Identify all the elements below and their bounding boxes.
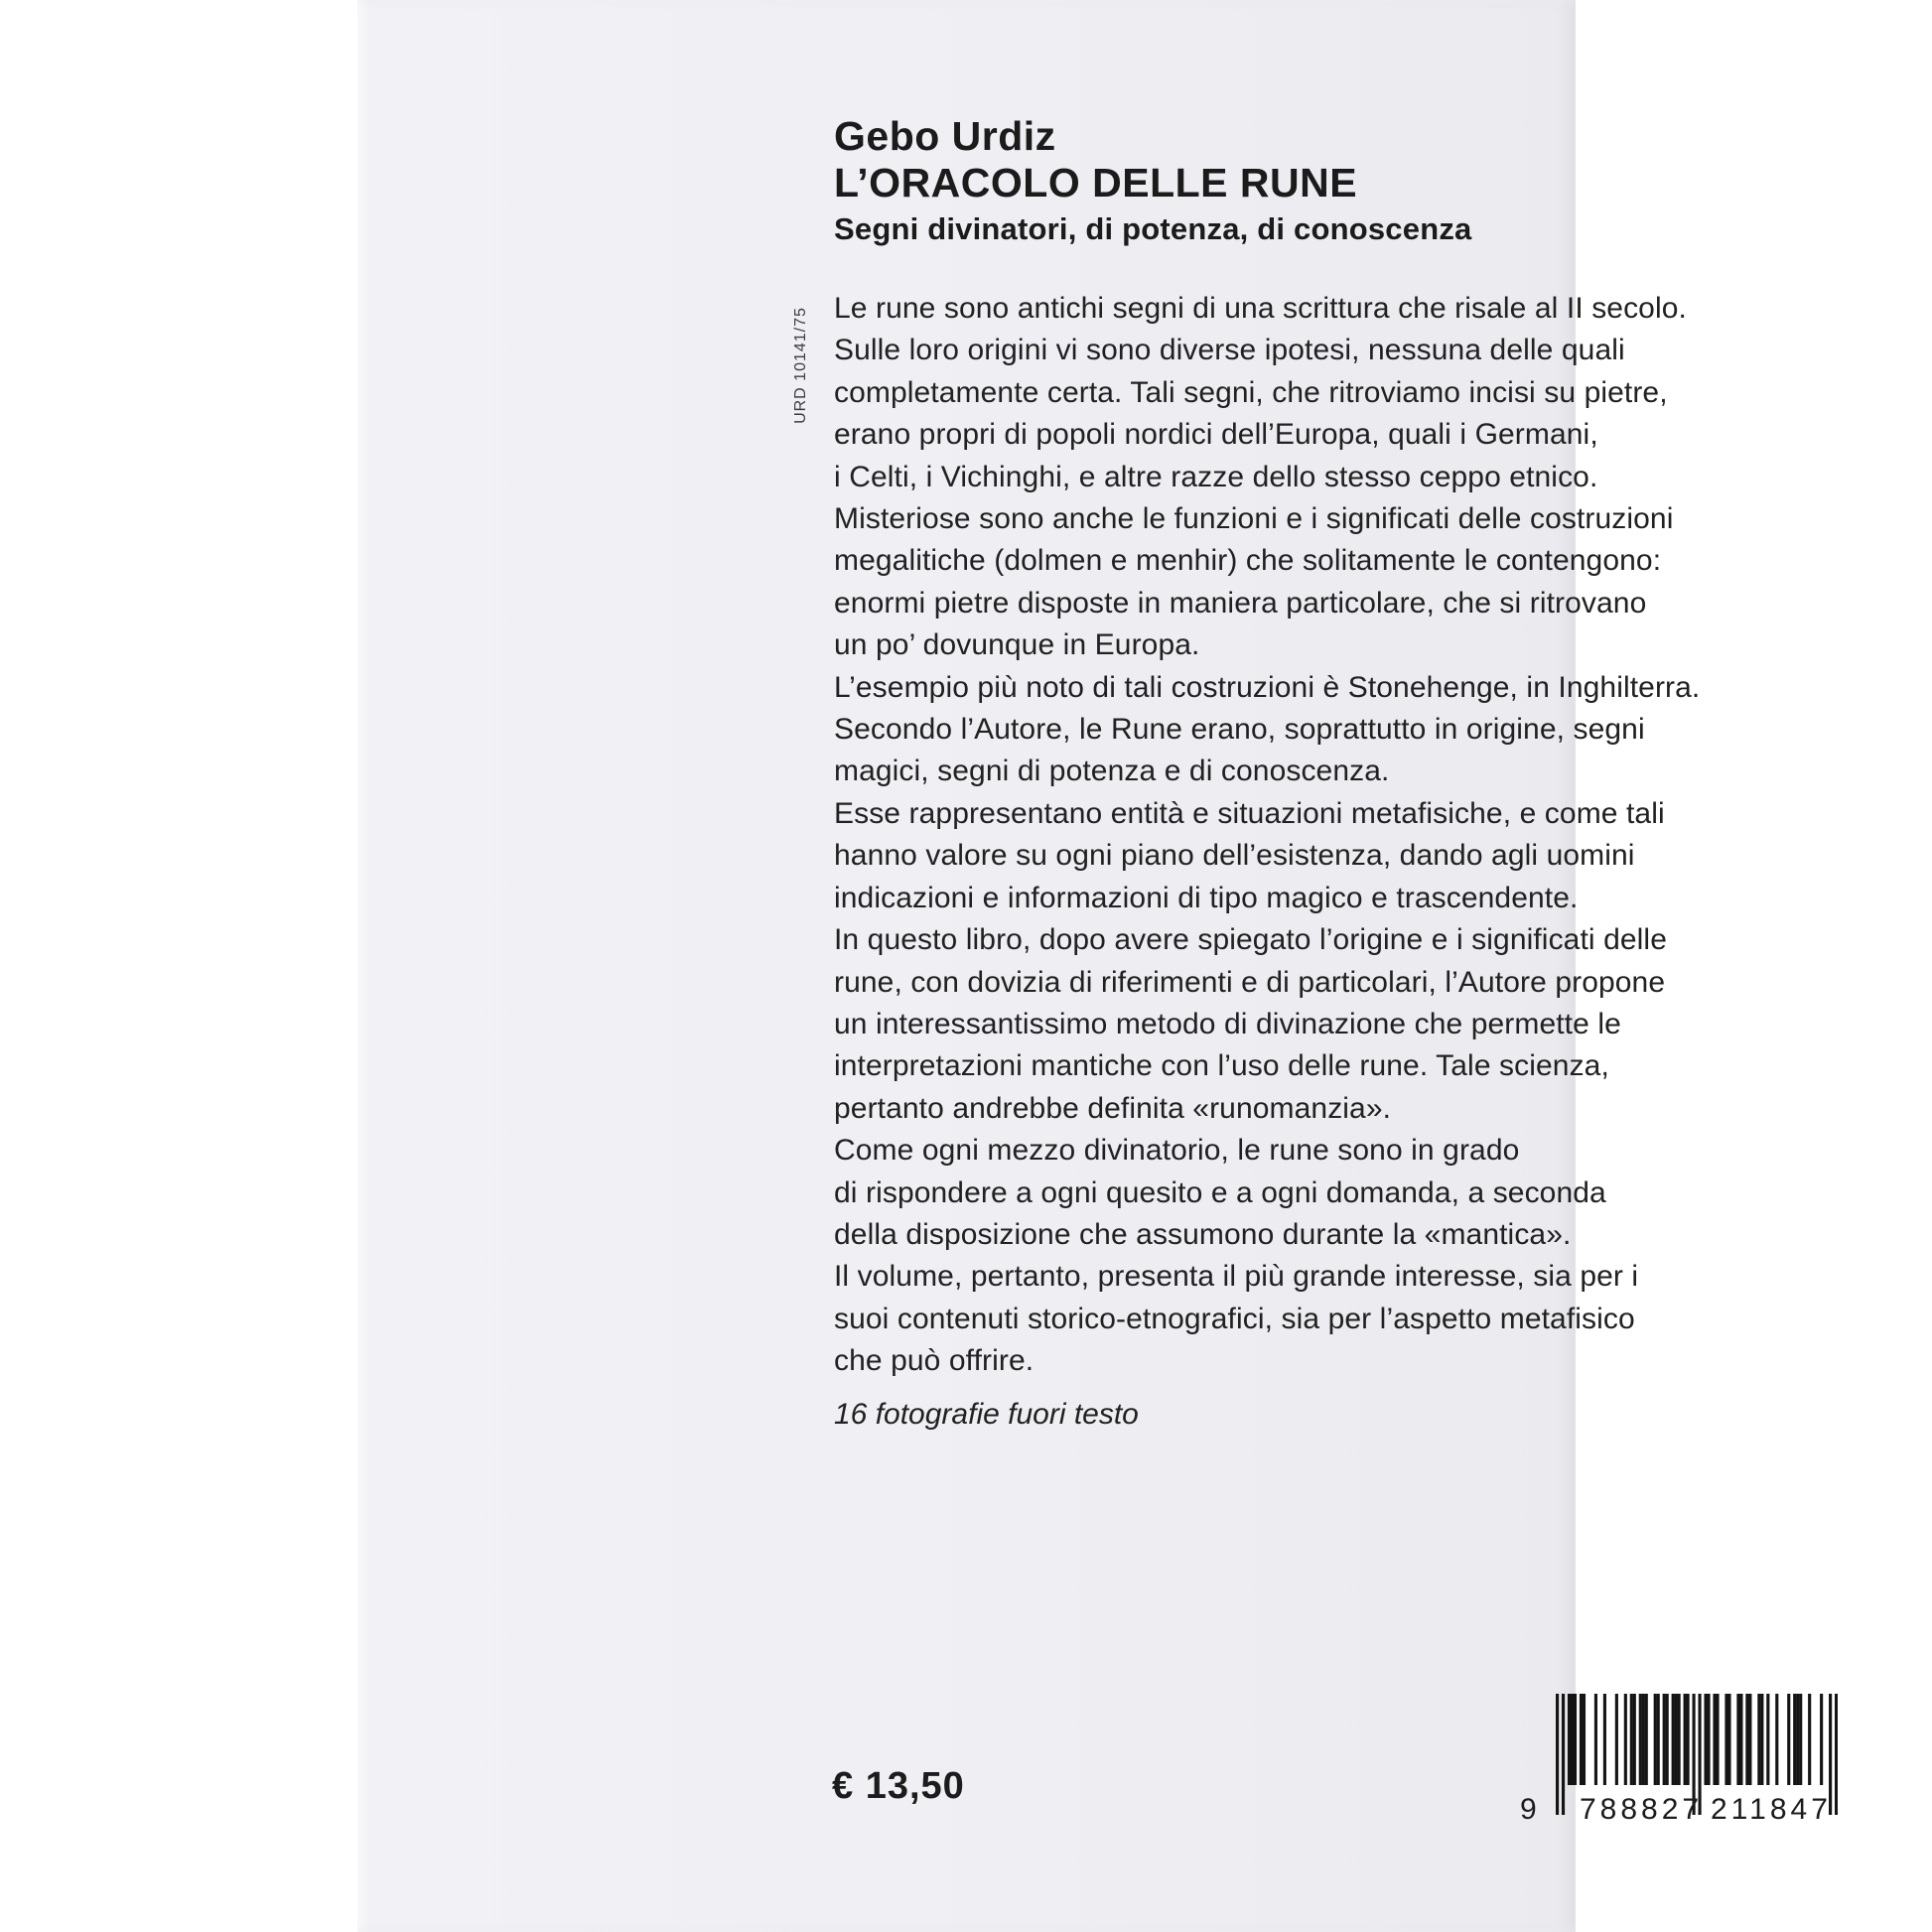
barcode-digits-right: 211847 (1711, 1793, 1832, 1826)
synopsis-line: rune, con dovizia di riferimenti e di particolari, l’Autore propone (834, 965, 1666, 999)
price-label: € 13,50 (832, 1765, 965, 1807)
book-back-cover (357, 0, 1832, 1932)
book-subtitle: Segni divinatori, di potenza, di conoscenza (834, 211, 1472, 246)
synopsis-line: erano propri di popoli nordici dell’Europa, quali i Germani, (834, 418, 1598, 452)
catalog-code-vertical: URD 10141/75 (792, 307, 809, 424)
synopsis-line: Secondo l’Autore, le Rune erano, soprattutto in origine, segni (834, 713, 1645, 747)
synopsis-line: un po’ dovunque in Europa. (834, 628, 1200, 662)
synopsis-line: indicazioni e informazioni di tipo magico e trascendente. (834, 881, 1579, 914)
synopsis-line: Le rune sono antichi segni di una scrittura che risale al II secolo. (834, 292, 1687, 325)
synopsis-line: i Celti, i Vichinghi, e altre razze dello stesso ceppo etnico. (834, 460, 1598, 493)
barcode (1512, 1694, 1845, 1828)
synopsis-line: Esse rappresentano entità e situazioni metafisiche, e come tali (834, 796, 1665, 830)
synopsis-line: L’esempio più noto di tali costruzioni è Stonehenge, in Inghilterra. (834, 670, 1701, 704)
synopsis-text (834, 288, 1700, 1383)
synopsis-line: Misteriose sono anche le funzioni e i significati delle costruzioni (834, 502, 1674, 536)
book-title: L’ORACOLO DELLE RUNE (834, 160, 1358, 206)
synopsis-line: Sulle loro origini vi sono diverse ipotesi, nessuna delle quali (834, 334, 1625, 367)
synopsis-line: suoi contenuti storico-etnografici, sia per l’aspetto metafisico (834, 1302, 1635, 1335)
synopsis-line: di rispondere a ogni quesito e a ogni domanda, a seconda (834, 1175, 1606, 1209)
photographs-note: 16 fotografie fuori testo (834, 1398, 1139, 1431)
barcode-digits-left: 788827 (1580, 1793, 1704, 1826)
synopsis-line: Il volume, pertanto, presenta il più grande interesse, sia per i (834, 1260, 1639, 1294)
synopsis-line: megalitiche (dolmen e menhir) che solitamente le contengono: (834, 544, 1662, 578)
title-block (834, 113, 1471, 252)
synopsis-line: pertanto andrebbe definita «runomanzia». (834, 1091, 1392, 1125)
synopsis-line: della disposizione che assumono durante la «mantica». (834, 1217, 1572, 1251)
synopsis-line: Come ogni mezzo divinatorio, le rune sono in grado (834, 1134, 1520, 1168)
synopsis-line: magici, segni di potenza e di conoscenza. (834, 755, 1390, 788)
author-name: Gebo Urdiz (834, 113, 1056, 159)
synopsis-line: In questo libro, dopo avere spiegato l’origine e i significati delle (834, 923, 1667, 957)
synopsis-line: un interessantissimo metodo di divinazione che permette le (834, 1007, 1621, 1040)
synopsis-line: che può offrire. (834, 1344, 1035, 1378)
synopsis-line: enormi pietre disposte in maniera particolare, che si ritrovano (834, 586, 1647, 620)
synopsis-line: completamente certa. Tali segni, che ritroviamo incisi su pietre, (834, 375, 1668, 409)
synopsis-line: hanno valore su ogni piano dell’esistenza, dando agli uomini (834, 839, 1635, 873)
synopsis-line: interpretazioni mantiche con l’uso delle rune. Tale scienza, (834, 1049, 1609, 1083)
barcode-digit-prefix: 9 (1520, 1793, 1541, 1826)
